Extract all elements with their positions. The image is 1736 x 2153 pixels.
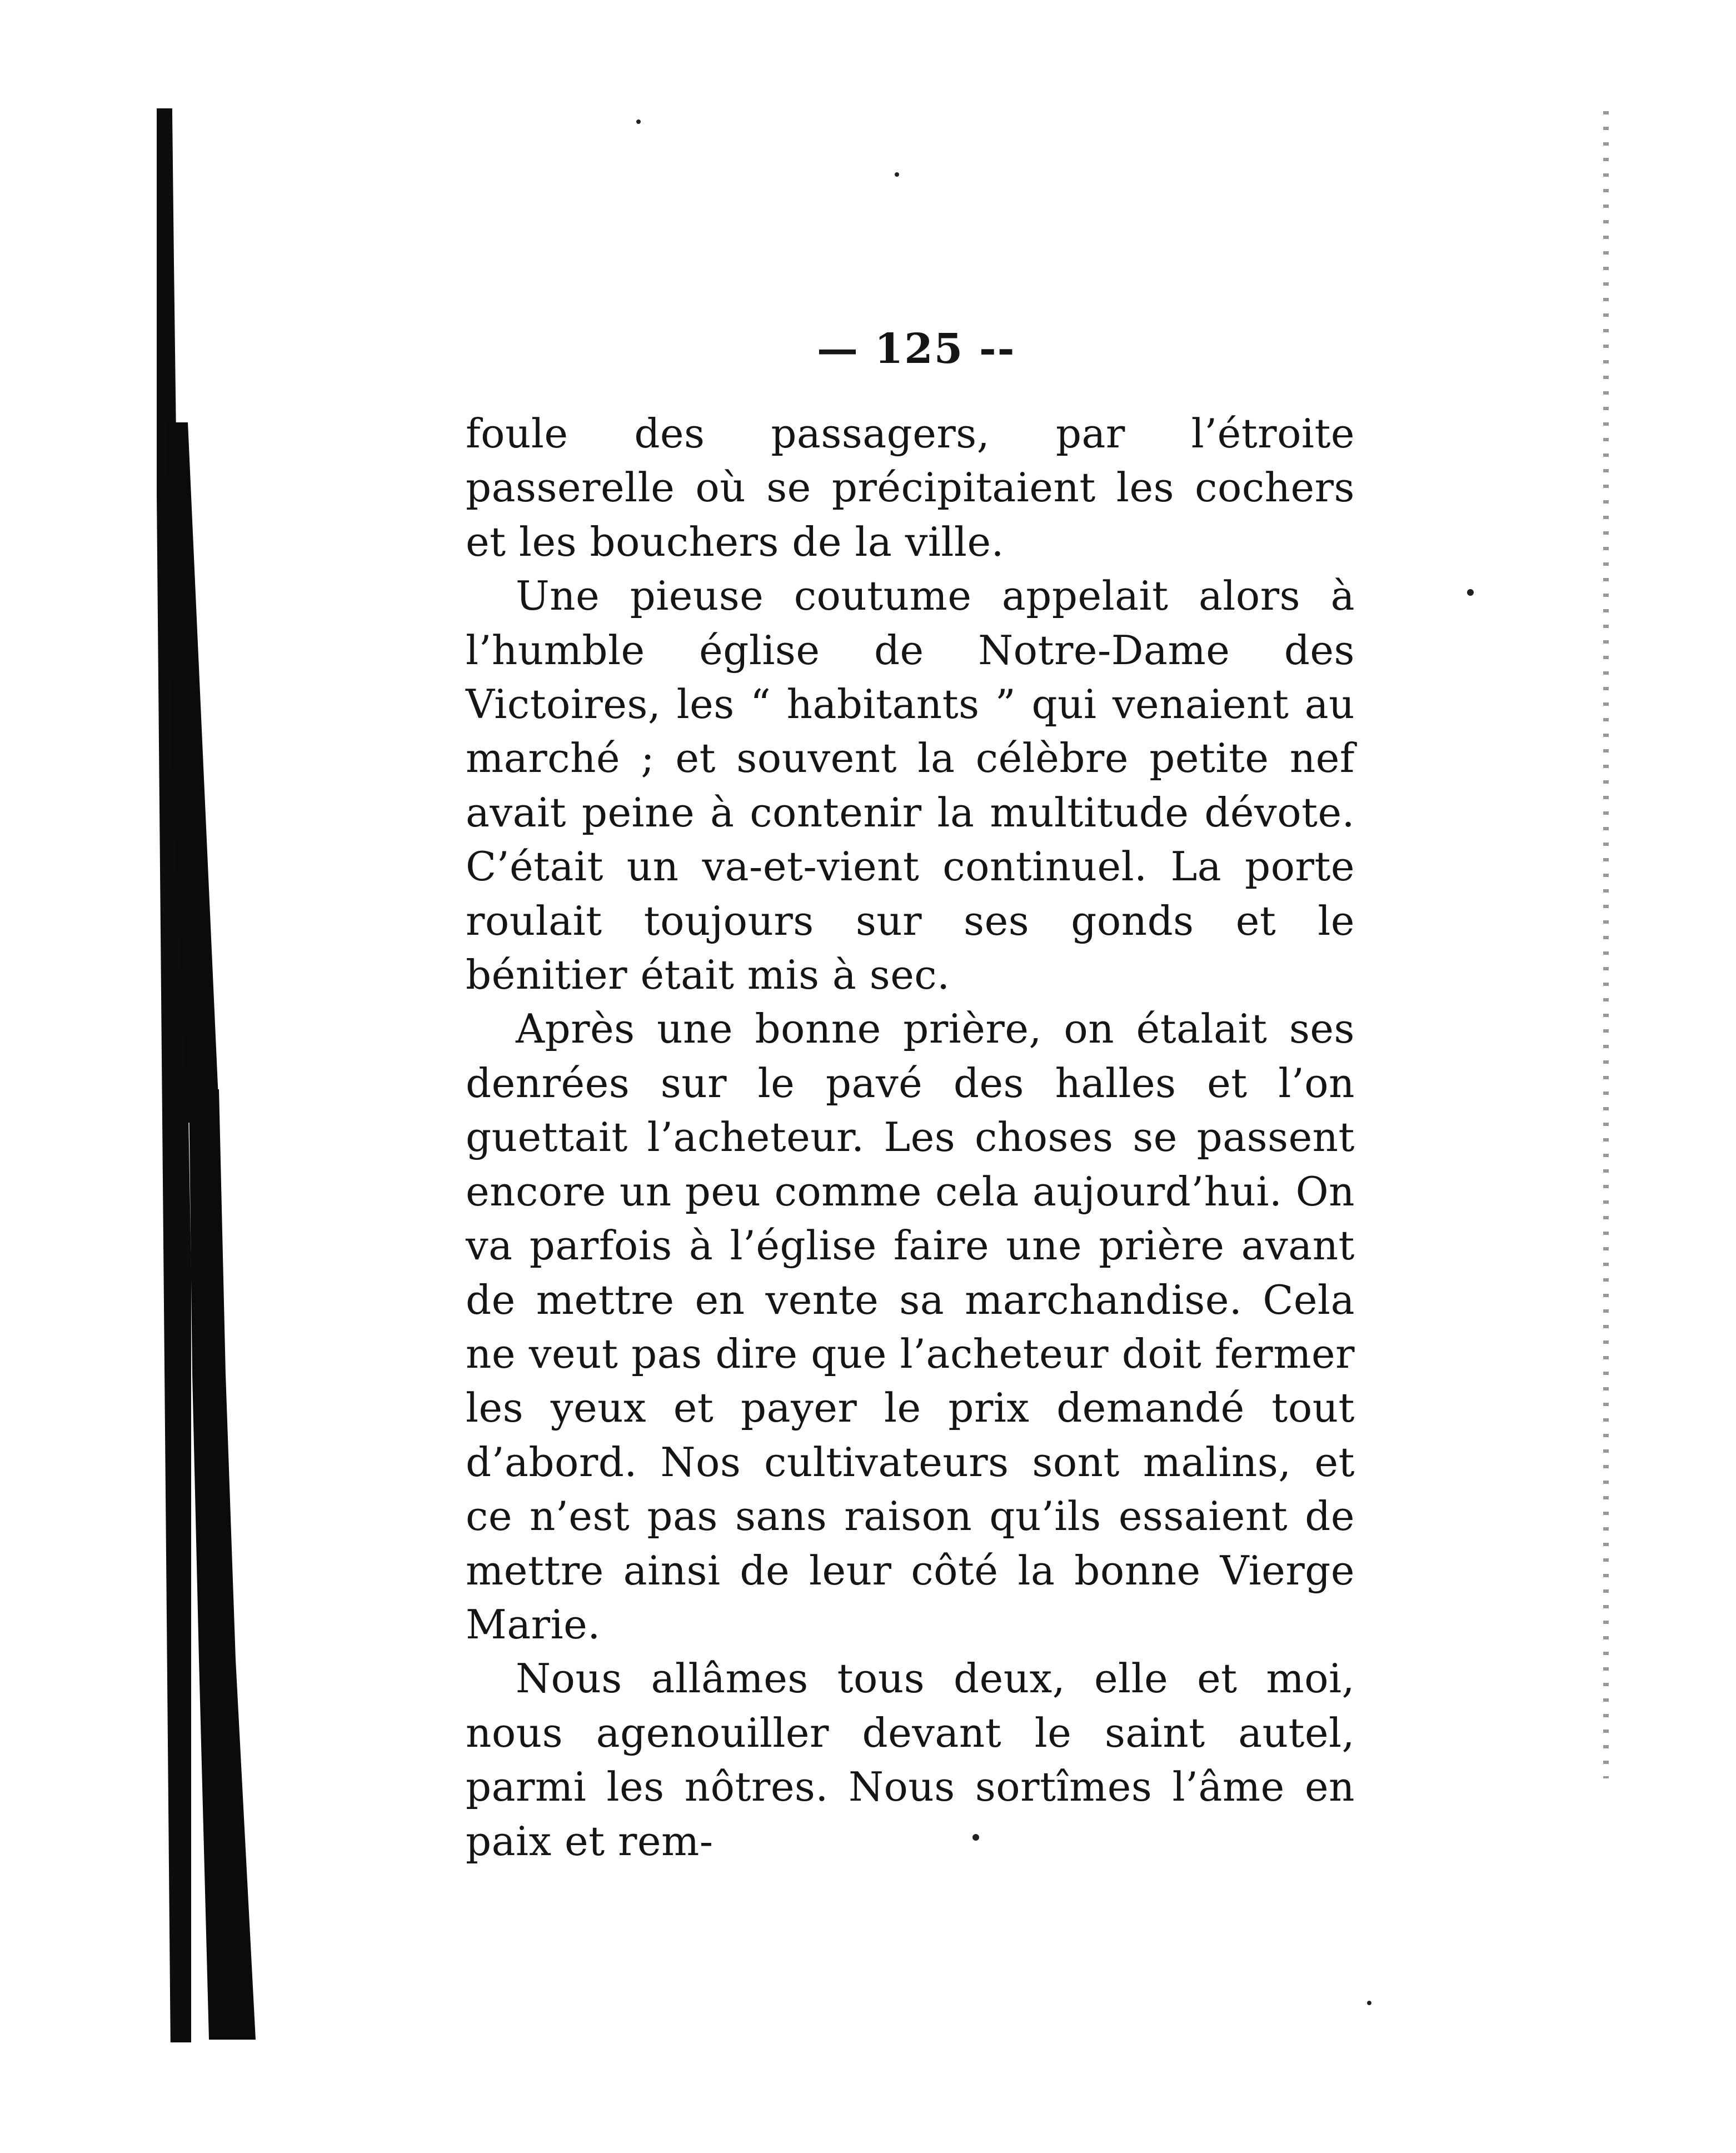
paragraph-3: Après une bonne prière, on étalait ses denrées sur le pavé des halles et l’on guettait l’acheteur. Les choses se passent encore un peu comme cela aujourd’hui. On va parfois à l’église faire une prière avant de mettre en vente sa marchandise. Cela ne veut pas dire que l’acheteur doit fermer les yeux et payer le prix demandé tout d’abord. Nos cultivateurs sont malins, et ce n’est pas sans raison qu’ils essaient de mettre ainsi de leur côté la bonne Vierge Marie. (466, 1005, 1355, 1648)
scan-speck (1367, 2001, 1371, 2005)
paragraph-4: Nous allâmes tous deux, elle et moi, nous agenouiller devant le saint autel, parmi les nôtres. Nous sortîmes l’âme en paix et rem- (466, 1655, 1355, 1865)
page-number: — 125 -- (817, 325, 1016, 373)
binding-shadow-lower (189, 1089, 256, 2040)
page-edge-gutter (1603, 111, 1609, 1778)
paragraph-1: foule des passagers, par l’étroite passerelle où se précipitaient les cochers et les bouchers de la ville. (466, 410, 1355, 565)
body-text (466, 407, 1355, 1868)
paragraph-2: Une pieuse coutume appelait alors à l’humble église de Notre-Dame des Victoires, les “ habitants ” qui venaient au marché ; et souvent la célèbre petite nef avait peine à contenir la multitude dévote. C’était un va-et-vient continuel. La porte roulait toujours sur ses gonds et le bénitier était mis à sec. (466, 572, 1355, 999)
scan-speck (1467, 589, 1474, 596)
scan-speck (895, 172, 899, 177)
scan-speck (636, 119, 641, 124)
